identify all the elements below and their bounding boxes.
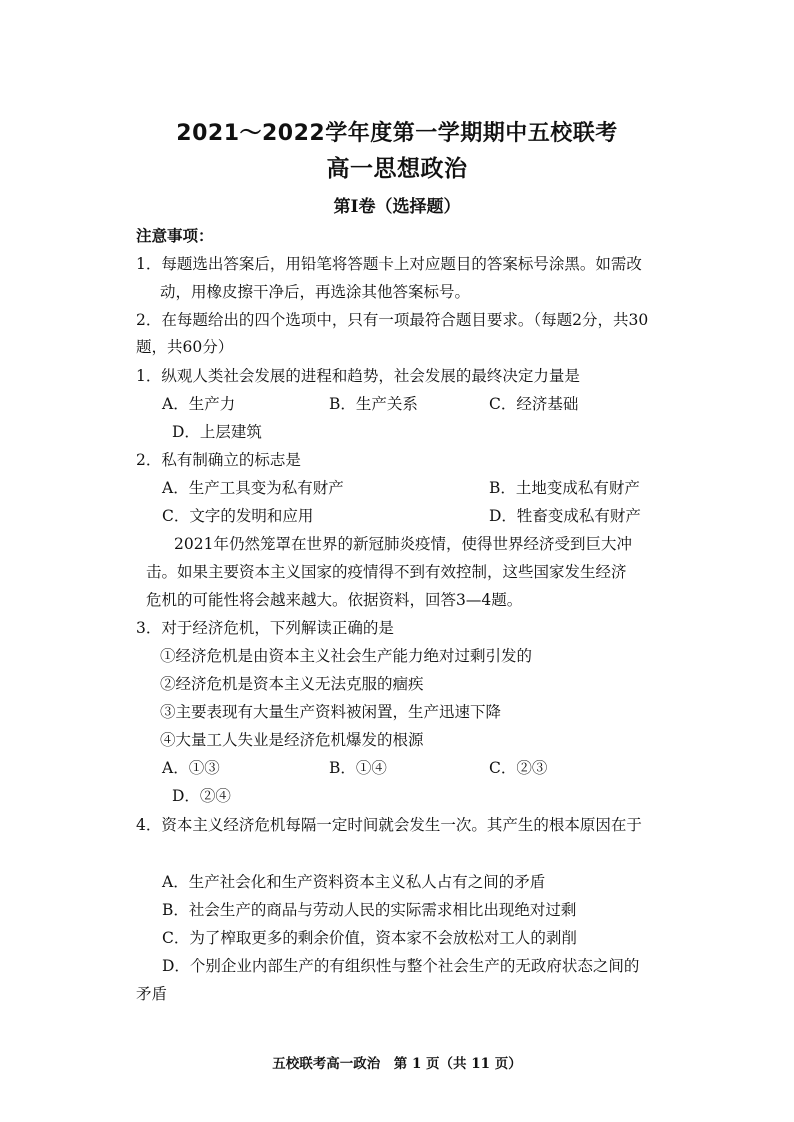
material-line-3: 危机的可能性将会越来越大。依据资料，回答3—4题。 — [146, 591, 523, 609]
question-1-option-a: A．生产力 — [162, 395, 236, 413]
question-4-stem: 4．资本主义经济危机每隔一定时间就会发生一次。其产生的根本原因在于 — [136, 816, 642, 834]
question-3-statement-1: ①经济危机是由资本主义社会生产能力绝对过剩引发的 — [160, 647, 533, 665]
question-2-option-b: B．土地变成私有财产 — [489, 479, 640, 497]
question-3-statement-3: ③主要表现有大量生产资料被闲置，生产迅速下降 — [160, 703, 502, 721]
question-3-option-c: C．②③ — [489, 759, 548, 777]
exam-title: 2021～2022学年度第一学期期中五校联考 — [176, 121, 618, 146]
question-2-option-d: D．牲畜变成私有财产 — [489, 507, 641, 525]
question-3-option-d: D．②④ — [172, 787, 231, 805]
question-2-stem: 2．私有制确立的标志是 — [136, 451, 301, 469]
question-4-option-a: A．生产社会化和生产资料资本主义私人占有之间的矛盾 — [162, 873, 546, 891]
section-title: 第Ⅰ卷（选择题） — [333, 197, 461, 217]
question-4-option-d-line-2: 矛盾 — [136, 985, 168, 1003]
question-4-option-b: B．社会生产的商品与劳动人民的实际需求相比出现绝对过剩 — [162, 901, 577, 919]
question-3-statement-2: ②经济危机是资本主义无法克服的痼疾 — [160, 675, 424, 693]
note-1-line-1: 1．每题选出答案后，用铅笔将答题卡上对应题目的答案标号涂黑。如需改 — [136, 255, 642, 273]
question-1-option-c: C．经济基础 — [489, 395, 579, 413]
exam-subject: 高一思想政治 — [326, 156, 468, 182]
question-2-option-c: C．文字的发明和应用 — [162, 507, 314, 525]
note-2-line-2: 题，共60分） — [136, 338, 234, 356]
page-footer: 五校联考高一政治 第 1 页（共 11 页） — [272, 1056, 522, 1072]
question-3-stem: 3．对于经济危机，下列解读正确的是 — [136, 619, 394, 637]
question-3-option-a: A．①③ — [162, 759, 220, 777]
question-4-option-d-line-1: D．个别企业内部生产的有组织性与整个社会生产的无政府状态之间的 — [162, 957, 640, 975]
question-1-option-b: B．生产关系 — [329, 395, 418, 413]
question-3-option-b: B．①④ — [329, 759, 387, 777]
note-1-line-2: 动，用橡皮擦干净后，再选涂其他答案标号。 — [160, 283, 471, 301]
note-2-line-1: 2．在每题给出的四个选项中，只有一项最符合题目要求。（每题2分，共30 — [136, 311, 649, 329]
material-line-1: 2021年仍然笼罩在世界的新冠肺炎疫情，使得世界经济受到巨大冲 — [174, 535, 632, 553]
question-2-option-a: A．生产工具变为私有财产 — [162, 479, 344, 497]
notes-heading: 注意事项： — [136, 226, 214, 245]
material-line-2: 击。如果主要资本主义国家的疫情得不到有效控制，这些国家发生经济 — [146, 563, 627, 581]
question-1-stem: 1．纵观人类社会发展的进程和趋势，社会发展的最终决定力量是 — [136, 367, 580, 385]
question-1-option-d: D．上层建筑 — [172, 423, 262, 441]
question-4-option-c: C．为了榨取更多的剩余价值，资本家不会放松对工人的剥削 — [162, 929, 577, 947]
question-3-statement-4: ④大量工人失业是经济危机爆发的根源 — [160, 731, 424, 749]
